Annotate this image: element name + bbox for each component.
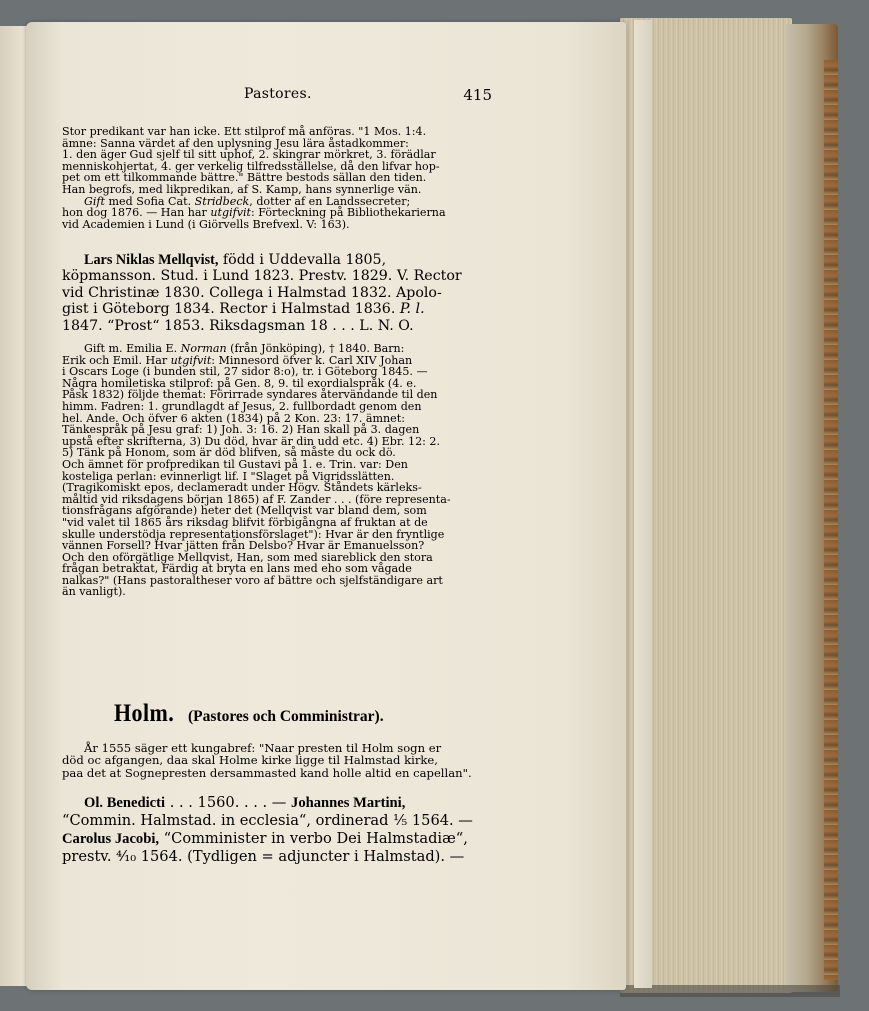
text-line: hon dog 1876. — Han har utgifvit: Förteckning på Bibliothekarierna bbox=[62, 206, 446, 220]
page-fore-edge bbox=[634, 20, 652, 988]
text-line: tionsfrågans afgörande) heter det (Mellqvist var bland dem, som bbox=[62, 504, 427, 518]
text-line: än vanligt). bbox=[62, 585, 126, 599]
text-line: Påsk 1832) följde themat: Förirrade syndares återvändande til den bbox=[62, 388, 438, 402]
text-line: Carolus Jacobi, “Comminister in verbo Dei Halmstadiæ“, bbox=[62, 829, 468, 847]
entry-heading: Ol. Benedicti . . . 1560. . . . — Johannes Martini, bbox=[84, 794, 406, 811]
text-line: kosteliga perlan: evinnerligt lif. I "Slaget på Vigridsslätten. bbox=[62, 469, 395, 483]
text-line: hel. Ande. Och öfver 6 akten (1834) på 2 Kon. 23: 17. ämnet: bbox=[62, 411, 405, 425]
text-line: År 1555 säger ett kungabref: "Naar presten til Holm sogn er bbox=[84, 741, 442, 755]
text-line: (Tragikomiskt epos, declameradt under Högv. Ståndets kärleks- bbox=[62, 481, 422, 495]
text-line: Erik och Emil. Har utgifvit: Minnesord öfver k. Carl XIV Johan bbox=[62, 353, 413, 367]
entry-heading: Lars Niklas Mellqvist, född i Uddevalla 1805, bbox=[84, 252, 387, 268]
entry-mellqvist bbox=[62, 252, 490, 334]
holm-intro bbox=[62, 742, 490, 779]
person-name: Johannes Martini, bbox=[291, 795, 406, 811]
page-header bbox=[62, 86, 492, 108]
section-title: Holm. bbox=[114, 700, 175, 727]
text-line: köpmansson. Stud. i Lund 1823. Prestv. 1829. V. Rector bbox=[62, 268, 462, 285]
intro-paragraph bbox=[62, 126, 490, 230]
text-line: “Commin. Halmstad. in ecclesia“, ordinerad ⅕ 1564. — bbox=[62, 812, 473, 830]
text-line: Gift med Sofia Cat. Stridbeck, dotter af en Landssecreter; bbox=[84, 194, 411, 208]
entry-holm-pastors bbox=[62, 794, 490, 866]
text-line: nalkas?" (Hans pastoraltheser voro af bättre och sjelfständigare art bbox=[62, 573, 443, 587]
text-line: 1847. “Prost“ 1853. Riksdagsman 18 . . . L. N. O. bbox=[62, 317, 414, 334]
text-line: död oc afgangen, daa skal Holme kirke ligge til Halmstad kirke, bbox=[62, 753, 438, 768]
text-line: 5) Tänk på Honom, som är död blifven, så måste du ock dö. bbox=[62, 446, 396, 460]
text-line: frågan betraktat, Färdig at bryta en lans med eho som vågade bbox=[62, 562, 412, 576]
text-line: Gift m. Emilia E. Norman (från Jönköping), † 1840. Barn: bbox=[84, 342, 405, 355]
text-line: "vid valet til 1865 års riksdag blifvit förbigångna af fruktan at de bbox=[62, 515, 428, 529]
running-head: Pastores. bbox=[244, 86, 312, 102]
bottom-shadow bbox=[620, 985, 840, 997]
text-line: Och den oförgätlige Mellqvist, Han, som med siareblick den stora bbox=[62, 550, 433, 564]
text-line: Tänkespråk på Jesu graf: 1) Joh. 3: 16. 2) Han skall på 3. dagen bbox=[62, 423, 420, 437]
section-subtitle: (Pastores och Comministrar). bbox=[188, 708, 384, 725]
text-line: vid Academien i Lund (i Giörvells Brefvexl. V: 163). bbox=[62, 217, 350, 231]
text-line: i Oscars Loge (i bunden stil, 27 sidor 8:o), tr. i Göteborg 1845. — bbox=[62, 365, 428, 379]
person-name: Carolus Jacobi, bbox=[62, 830, 160, 847]
text-line: prestv. ⁴⁄₁₀ 1564. (Tydligen = adjuncter i Halmstad). — bbox=[62, 848, 465, 866]
page-number: 415 bbox=[463, 86, 492, 104]
mellqvist-notes bbox=[62, 343, 490, 598]
text-line: upstå efter skrifterna, 3) Du död, hvar är din udd etc. 4) Ebr. 12: 2. bbox=[62, 434, 440, 448]
text-line: Några homiletiska stilprof: på Gen. 8, 9. til exordialspråk (4. e. bbox=[62, 376, 417, 390]
text-line: Han begrofs, med likpredikan, af S. Kamp, hans synnerlige vän. bbox=[62, 182, 422, 196]
text-line: paa det at Sognepresten dersammasted kand holle altid en capellan". bbox=[62, 765, 472, 780]
person-name: Lars Niklas Mellqvist, bbox=[84, 252, 219, 268]
section-heading bbox=[114, 700, 474, 734]
text-line: vid Christinæ 1830. Collega i Halmstad 1832. Apolo- bbox=[62, 284, 442, 301]
text-line: himm. Fadren: 1. grundlagdt af Jesus, 2. fullbordadt genom den bbox=[62, 399, 422, 413]
person-name: Ol. Benedicti bbox=[84, 795, 166, 811]
text-line: måltid vid riksdagens början 1865) af F. Zander . . . (före representa- bbox=[62, 492, 451, 506]
text-line: vännen Forsell? Hvar jätten från Delsbo? Hvar är Emanuelsson? bbox=[62, 539, 425, 553]
text-line: Stor predikant var han icke. Ett stilprof må anföras. "1 Mos. 1:4. bbox=[62, 125, 427, 138]
text-line: pet om ett tilkommande bättre." Bättre bestods sällan den tiden. bbox=[62, 171, 427, 185]
text-line: Och ämnet för profpredikan til Gustavi på 1. e. Trin. var: Den bbox=[62, 457, 408, 471]
cover-marbling bbox=[824, 60, 838, 980]
text-line: menniskohjertat, 4. ger verkelig tilfredsställelse, då den lifvar hop- bbox=[62, 159, 440, 173]
text-line: 1. den äger Gud sjelf til sitt uphof, 2. skingrar mörkret, 3. förädlar bbox=[62, 148, 436, 162]
text-line: gist i Göteborg 1834. Rector i Halmstad 1836. P. l. bbox=[62, 301, 425, 318]
text-line: ämne: Sanna värdet af den uplysning Jesu lära åstadkommer: bbox=[62, 136, 409, 150]
text-line: skulle understödja representationsförslaget"): Hvar är den fryntlige bbox=[62, 527, 445, 541]
